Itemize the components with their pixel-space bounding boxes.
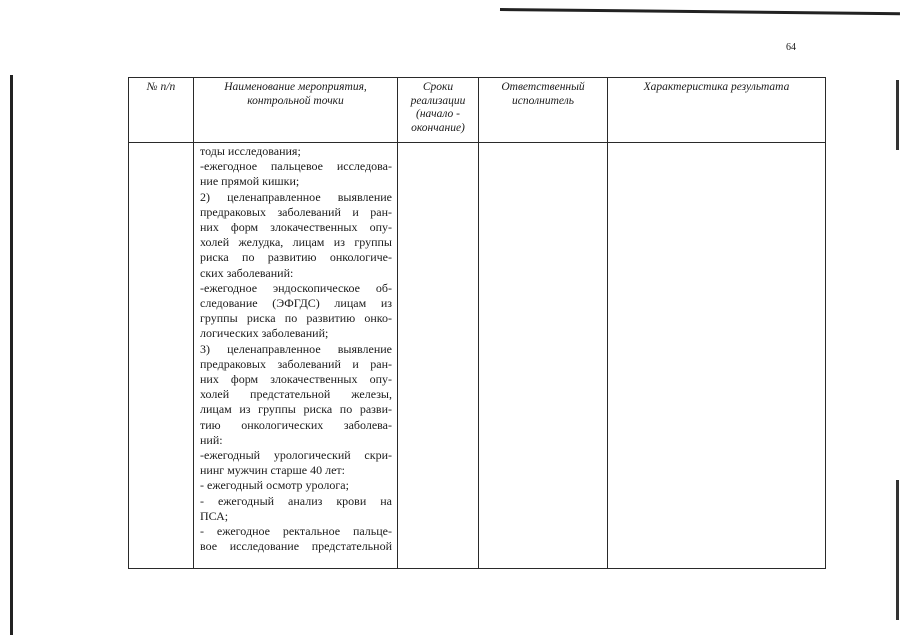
event-line: них форм злокачественных опу-	[200, 372, 392, 387]
event-line: предраковых заболеваний и ран-	[200, 204, 392, 219]
scan-artifact-right	[896, 480, 899, 620]
event-line: нинг мужчин старше 40 лет:	[200, 463, 345, 478]
event-line: - ежегодное ректальное пальце-	[200, 524, 392, 539]
column-header-result: Характеристика результата	[608, 78, 826, 143]
event-line: логических заболеваний;	[200, 326, 329, 341]
scan-artifact-left	[10, 75, 13, 635]
event-line: риска по развитию онкологиче-	[200, 250, 392, 265]
page-number: 64	[786, 42, 796, 53]
event-line: предраковых заболеваний и ран-	[200, 356, 392, 371]
event-line: тоды исследования;	[200, 144, 301, 158]
cell-responsible	[479, 143, 608, 569]
plan-table	[128, 77, 826, 569]
event-line: 2) целенаправленное выявление	[200, 189, 392, 204]
column-header-number: № п/п	[129, 78, 194, 143]
event-line: ние прямой кишки;	[200, 174, 300, 189]
event-description	[194, 143, 397, 554]
scan-artifact-right	[896, 80, 899, 150]
cell-event	[194, 143, 398, 569]
event-line: холей предстательной железы,	[200, 387, 392, 402]
column-header-responsible: Ответственный исполнитель	[479, 78, 608, 143]
table-header-row	[129, 78, 826, 143]
event-line: них форм злокачественных опу-	[200, 220, 392, 235]
event-line: группы риска по развитию онко-	[200, 311, 392, 326]
event-line: ПСА;	[200, 508, 229, 523]
event-line: ских заболеваний:	[200, 265, 294, 280]
event-line: - ежегодный осмотр уролога;	[200, 478, 349, 493]
event-line: вое исследование предстательной	[200, 539, 392, 554]
event-line: следование (ЭФГДС) лицам из	[200, 296, 392, 311]
event-line: холей желудка, лицам из группы	[200, 235, 392, 250]
table-row	[129, 143, 826, 569]
event-line: -ежегодное эндоскопическое об-	[200, 280, 392, 295]
cell-deadline	[398, 143, 479, 569]
event-line: -ежегодное пальцевое исследова-	[200, 159, 392, 174]
column-header-event: Наименование мероприятия, контрольной точки	[194, 78, 398, 143]
event-line: - ежегодный анализ крови на	[200, 493, 392, 508]
column-header-deadline: Сроки реализации (начало - окончание)	[398, 78, 479, 143]
event-line: тию онкологических заболева-	[200, 417, 392, 432]
event-line: ний:	[200, 432, 223, 447]
event-line: -ежегодный урологический скри-	[200, 448, 392, 463]
scan-artifact-top	[500, 8, 900, 15]
cell-number	[129, 143, 194, 569]
cell-result	[608, 143, 826, 569]
event-line: лицам из группы риска по разви-	[200, 402, 392, 417]
event-line: 3) целенаправленное выявление	[200, 341, 392, 356]
